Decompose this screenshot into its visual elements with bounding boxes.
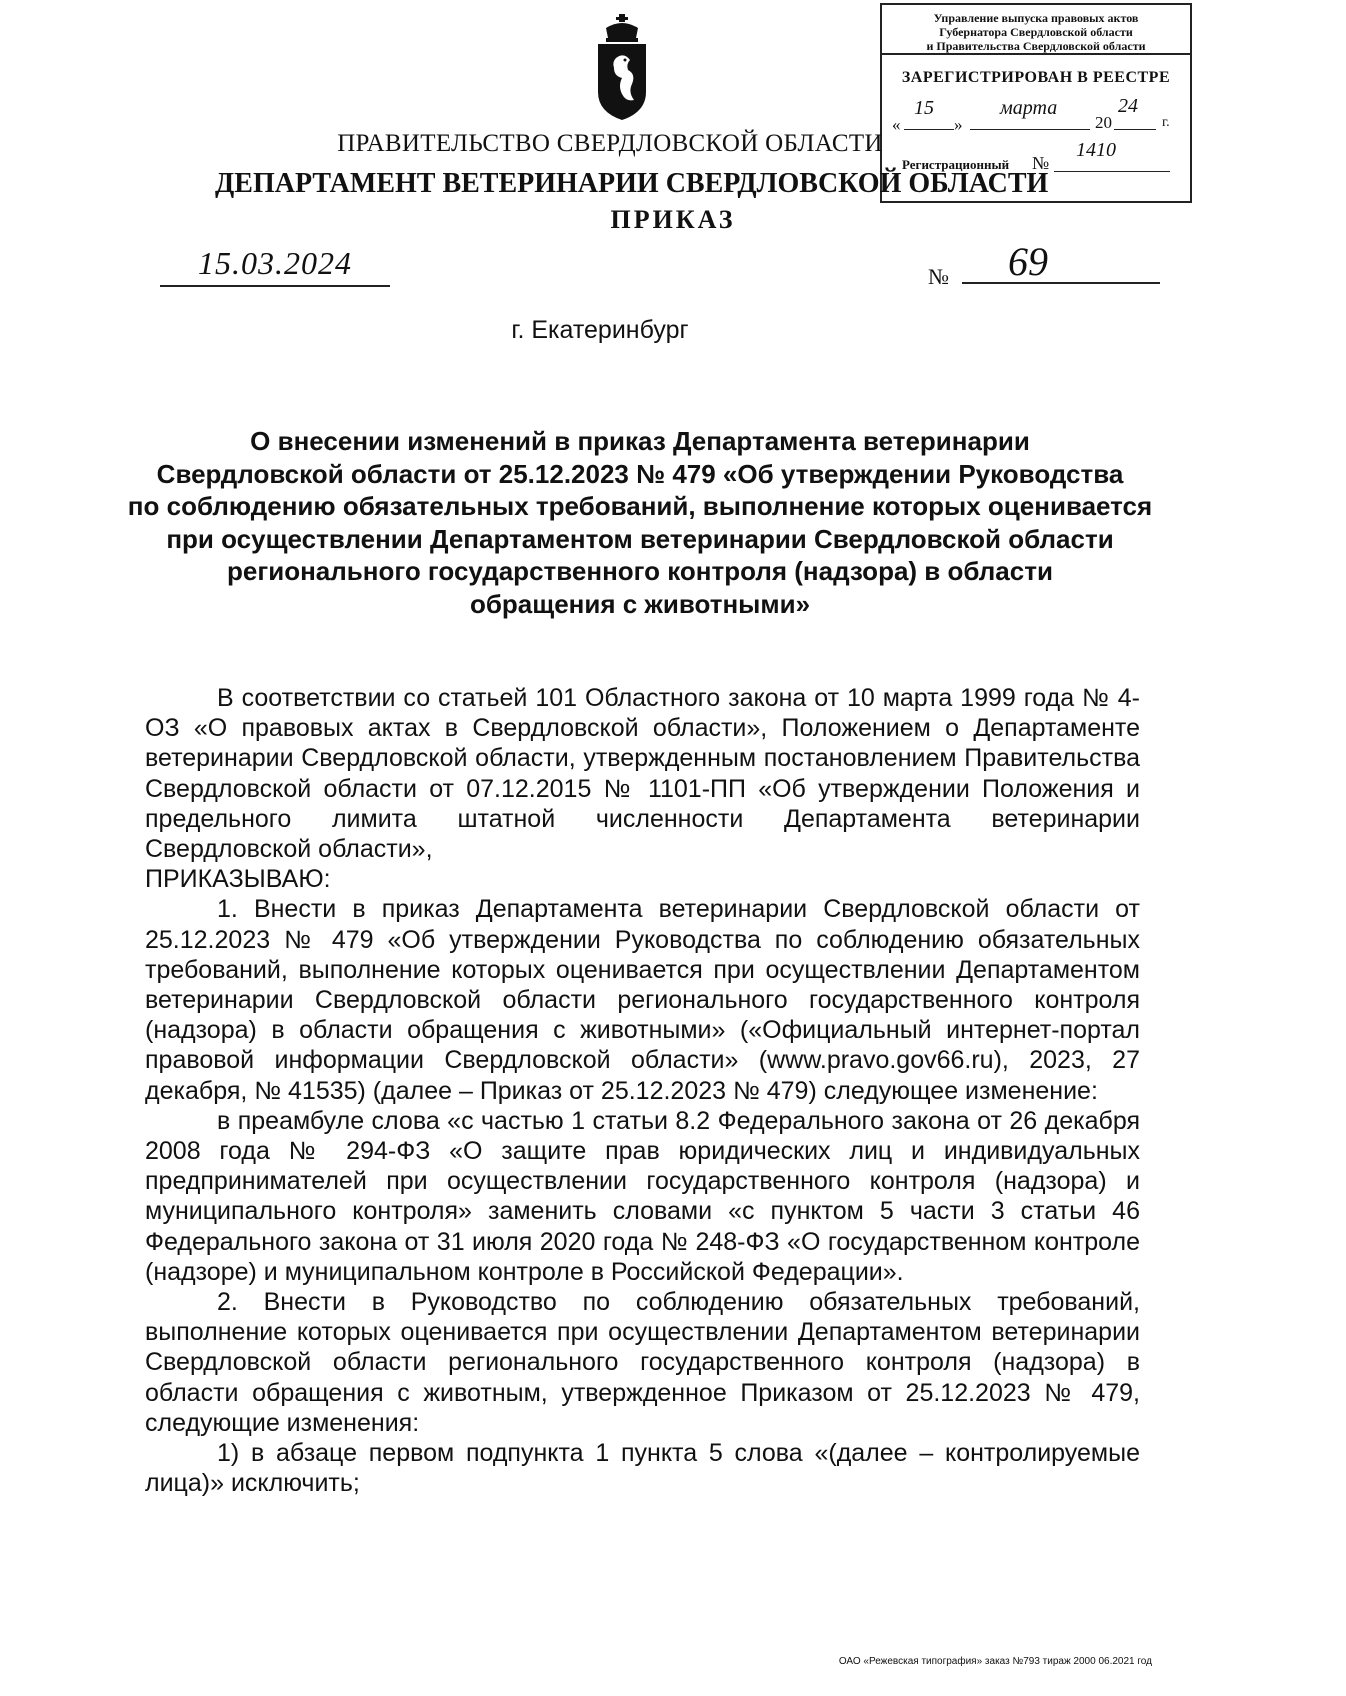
stamp-reg-label: Регистрационный	[902, 157, 1010, 172]
stamp-org-line: Губернатора Свердловской области	[939, 25, 1133, 39]
stamp-organization	[882, 5, 1190, 55]
department-name: ДЕПАРТАМЕНТ ВЕТЕРИНАРИИ СВЕРДЛОВСКОЙ ОБЛАСТИ	[215, 168, 1049, 199]
title-line: обращения с животными»	[469, 588, 811, 619]
city-line: г. Екатеринбург	[511, 316, 689, 344]
title-line: О внесении изменений в приказ Департамента ветеринарии	[250, 426, 1030, 456]
government-name: ПРАВИТЕЛЬСТВО СВЕРДЛОВСКОЙ ОБЛАСТИ	[337, 130, 883, 157]
item-2-subitem-1-paragraph: 1) в абзаце первом подпункта 1 пункта 5 слова «(далее – контролируемые лица)» исключить;	[145, 1439, 1140, 1498]
stamp-no-sign: №	[1032, 153, 1050, 173]
stamp-registered-label: ЗАРЕГИСТРИРОВАН В РЕЕСТРЕ	[901, 69, 1171, 86]
item-2-paragraph: 2. Внести в Руководство по соблюдению обязательных требований, выполнение которых оценивается при осуществлении Департаментом ветеринарии Свердловской области регионального государственного контроля (надзора) в области обращения с животным, утвержденное Приказом от 25.12.2023 № 479, следующие изменения:	[145, 1288, 1140, 1437]
document-date: 15.03.2024	[160, 245, 390, 287]
document-title	[100, 425, 1180, 620]
stamp-org-line: Управление выпуска правовых актов	[933, 11, 1139, 25]
document-type: ПРИКАЗ	[610, 205, 736, 234]
stamp-year-abbr: г.	[1162, 115, 1170, 130]
stamp-open-quote: «	[892, 115, 901, 134]
title-line: Свердловской области от 25.12.2023 № 479 «Об утверждении Руководства	[156, 458, 1124, 489]
order-word: ПРИКАЗЫВАЮ:	[145, 865, 331, 894]
stamp-org-line: и Правительства Свердловской области	[926, 39, 1146, 53]
stamp-month: марта	[1000, 97, 1058, 119]
number-sign: №	[928, 264, 949, 289]
title-line: регионального государственного контроля (надзора) в области	[227, 556, 1053, 586]
printer-note: ОАО «Режевская типография» заказ №793 тираж 2000 06.2021 год	[838, 1656, 1152, 1667]
stamp-year-suffix: 24	[1118, 95, 1138, 117]
item-1-paragraph: 1. Внести в приказ Департамента ветеринарии Свердловской области от 25.12.2023 № 479 «Об утверждении Руководства по соблюдению обязательных требований, выполнение которых оценивается при осуществлении Департаментом ветеринарии Свердловской области регионального государственного контроля (надзора) в области обращения с животными» («Официальный интернет-портал правовой информации Свердловской области» (www.pravo.gov66.ru), 2023, 27 декабря, № 41535) (далее – Приказ от 25.12.2023 № 479) следующее изменение:	[145, 895, 1140, 1105]
stamp-reg-number: 1410	[1076, 139, 1116, 161]
document-body	[145, 683, 1140, 1498]
title-line: по соблюдению обязательных требований, выполнение которых оценивается	[127, 491, 1153, 521]
document-number: 69	[962, 238, 1160, 284]
stamp-day: 15	[914, 97, 934, 119]
coat-of-arms-emblem	[592, 14, 652, 122]
item-1-detail-paragraph: в преамбуле слова «с частью 1 статьи 8.2 Федерального закона от 26 декабря 2008 года № 294-ФЗ «О защите прав юридических лиц и индивидуальных предпринимателей при осуществлении государственного контроля (надзора) и муниципального контроля» заменить словами «с пунктом 5 части 3 статьи 46 Федерального закона от 31 июля 2020 года № 248-ФЗ «О государственном контроле (надзоре) и муниципальном контроле в Российской Федерации».	[145, 1106, 1140, 1286]
stamp-close-quote: »	[954, 115, 963, 134]
title-line: при осуществлении Департаментом ветеринарии Свердловской области	[166, 523, 1114, 554]
stamp-year-prefix: 20	[1095, 113, 1112, 132]
preamble-paragraph: В соответствии со статьей 101 Областного закона от 10 марта 1999 года № 4-ОЗ «О правовых актах в Свердловской области», Положением о Департаменте ветеринарии Свердловской области, утвержденным постановлением Правительства Свердловской области от 07.12.2015 № 1101-ПП «Об утверждении Положения и предельного лимита штатной численности Департамента ветеринарии Свердловской области»,	[145, 684, 1140, 864]
